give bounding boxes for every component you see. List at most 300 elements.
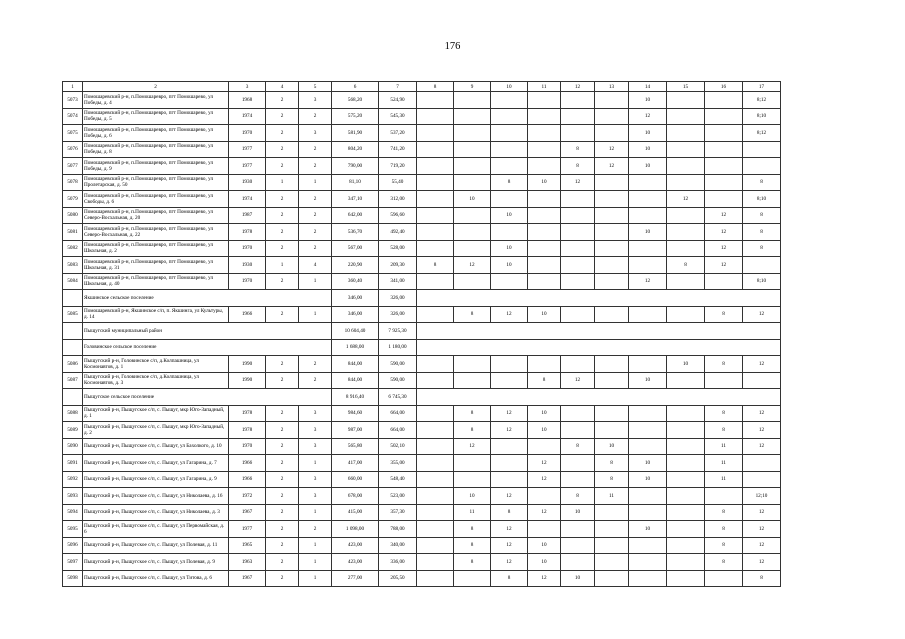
page-number: 176	[444, 41, 461, 52]
table-cell	[595, 554, 629, 571]
section-total: 8 916,40	[332, 389, 379, 406]
table-cell	[629, 207, 667, 224]
table-cell	[595, 356, 629, 373]
header-cell: 14	[629, 82, 667, 92]
header-cell: 15	[667, 82, 705, 92]
table-cell	[561, 405, 595, 422]
table-cell: 10	[667, 356, 705, 373]
table-cell: 355,00	[379, 455, 417, 472]
address-cell: Пыщугский р-н, Пыщугское с/п, с. Пыщуг, ул Полевая, д. 11	[83, 537, 229, 554]
table-cell: 2	[266, 224, 299, 241]
table-cell: 1967	[229, 504, 266, 521]
row-number: 5087	[63, 372, 83, 389]
table-row	[63, 554, 781, 571]
table-cell	[528, 125, 561, 142]
table-cell: 664,00	[379, 405, 417, 422]
table-row	[63, 224, 781, 241]
table-cell: 10	[629, 521, 667, 538]
table-cell: 1972	[229, 488, 266, 505]
table-row	[63, 405, 781, 422]
table-cell: 1930	[229, 174, 266, 191]
table-cell: 575,20	[332, 108, 379, 125]
table-cell	[454, 125, 491, 142]
section-label: Якшинское сельское поселение	[83, 290, 332, 307]
table-cell	[667, 554, 705, 571]
table-cell: 220,90	[332, 257, 379, 274]
table-cell	[667, 125, 705, 142]
table-cell: 12	[528, 570, 561, 587]
table-cell: 12	[454, 438, 491, 455]
header-cell: 10	[491, 82, 528, 92]
table-cell	[528, 141, 561, 158]
header-cell: 11	[528, 82, 561, 92]
table-cell	[629, 356, 667, 373]
table-cell: 1968	[229, 92, 266, 109]
table-cell: 8	[705, 554, 743, 571]
table-cell: 12	[743, 554, 781, 571]
table-row	[63, 174, 781, 191]
table-cell: 8	[705, 306, 743, 323]
table-cell: 8	[705, 521, 743, 538]
section-label: Пыщугский муниципальный район	[83, 323, 332, 340]
table-cell: 8	[705, 405, 743, 422]
table-cell: 12	[705, 224, 743, 241]
table-cell	[743, 455, 781, 472]
table-cell	[667, 92, 705, 109]
table-body	[63, 82, 781, 587]
row-number: 5073	[63, 92, 83, 109]
table-cell: 10	[491, 257, 528, 274]
table-row	[63, 191, 781, 208]
table-cell: 12	[528, 504, 561, 521]
table-cell: 2	[266, 438, 299, 455]
table-cell: 1974	[229, 108, 266, 125]
table-cell: 1	[299, 554, 332, 571]
address-cell: Помошаревский р-н, п.Помошаревро, пгт Помошарево, ул Победы, д. 9	[83, 158, 229, 175]
table-cell	[743, 372, 781, 389]
table-cell: 1	[299, 306, 332, 323]
table-cell	[629, 537, 667, 554]
table-cell	[667, 141, 705, 158]
table-cell	[454, 141, 491, 158]
header-cell: 16	[705, 82, 743, 92]
table-cell	[561, 455, 595, 472]
table-cell: 3	[299, 92, 332, 109]
table-cell	[667, 224, 705, 241]
section-total: 10 604,40	[332, 323, 379, 340]
table-cell: 2	[299, 356, 332, 373]
table-cell: 12	[743, 405, 781, 422]
table-cell: 1	[299, 504, 332, 521]
table-cell	[705, 488, 743, 505]
table-cell	[667, 570, 705, 587]
table-cell	[454, 273, 491, 290]
table-cell: 590,00	[379, 372, 417, 389]
table-cell	[667, 273, 705, 290]
table-cell: 2	[266, 240, 299, 257]
header-cell: 3	[229, 82, 266, 92]
table-cell: 10	[629, 471, 667, 488]
table-cell: 12	[491, 422, 528, 439]
table-cell: 3	[299, 125, 332, 142]
table-cell: 8	[595, 471, 629, 488]
table-cell	[743, 141, 781, 158]
address-cell: Помошаревский р-н, п.Помошаревро, пгт Помошарево, ул Победы, д. 4	[83, 92, 229, 109]
table-cell: 2	[299, 141, 332, 158]
table-cell: 347,10	[332, 191, 379, 208]
header-cell: 2	[83, 82, 229, 92]
table-cell: 1974	[229, 191, 266, 208]
table-cell	[491, 438, 528, 455]
table-cell: 642,00	[332, 207, 379, 224]
table-cell	[595, 273, 629, 290]
table-cell	[667, 455, 705, 472]
table-cell: 524,90	[379, 92, 417, 109]
table-cell: 12	[491, 554, 528, 571]
table-cell	[417, 125, 454, 142]
table-cell: 8	[528, 372, 561, 389]
table-cell: 8	[491, 504, 528, 521]
address-cell: Помошаревский р-н, п.Помошаревро, пгт Помошарево, ул Победы, д. 6	[83, 125, 229, 142]
table-cell: 1967	[229, 570, 266, 587]
row-number: 5077	[63, 158, 83, 175]
table-cell: 2	[299, 224, 332, 241]
table-cell: 12	[743, 521, 781, 538]
table-row	[63, 422, 781, 439]
table-cell	[667, 158, 705, 175]
table-cell: 678,00	[332, 488, 379, 505]
row-number: 5083	[63, 257, 83, 274]
table-cell: 1970	[229, 125, 266, 142]
table-cell	[528, 224, 561, 241]
table-cell: 8	[561, 438, 595, 455]
table-cell	[454, 372, 491, 389]
table-row	[63, 438, 781, 455]
row-number: 5081	[63, 224, 83, 241]
table-cell	[417, 570, 454, 587]
section-total: 1 180,00	[379, 339, 417, 356]
table-cell: 2	[266, 191, 299, 208]
table-cell: 523,00	[379, 488, 417, 505]
table-cell: 12	[629, 108, 667, 125]
table-cell: 8	[454, 422, 491, 439]
table-cell: 423,00	[332, 554, 379, 571]
table-cell	[595, 240, 629, 257]
table-cell	[705, 174, 743, 191]
table-cell: 8	[595, 455, 629, 472]
table-cell: 12	[528, 471, 561, 488]
table-cell	[491, 224, 528, 241]
table-cell	[528, 273, 561, 290]
table-cell: 2	[266, 405, 299, 422]
table-cell: 10	[454, 488, 491, 505]
table-cell: 8	[454, 537, 491, 554]
table-cell	[417, 141, 454, 158]
table-cell	[491, 158, 528, 175]
table-cell	[705, 108, 743, 125]
table-cell	[561, 521, 595, 538]
table-cell: 12	[743, 537, 781, 554]
table-row	[63, 455, 781, 472]
table-cell	[491, 191, 528, 208]
table-cell: 790,00	[332, 158, 379, 175]
table-cell	[667, 405, 705, 422]
table-cell	[629, 504, 667, 521]
table-cell	[561, 108, 595, 125]
table-row	[63, 257, 781, 274]
table-cell	[561, 554, 595, 571]
table-cell: 2	[266, 471, 299, 488]
table-cell: 8	[561, 488, 595, 505]
table-cell: 12	[743, 306, 781, 323]
table-cell: 8	[454, 521, 491, 538]
table-cell	[667, 504, 705, 521]
table-cell	[491, 471, 528, 488]
table-cell: 2	[266, 306, 299, 323]
address-cell: Пыщугский р-н, Пыщугское с/п, с. Пыщуг, мкр Юго-Западный, д. 2	[83, 422, 229, 439]
table-cell	[705, 125, 743, 142]
table-cell	[528, 438, 561, 455]
table-cell: 341,00	[379, 273, 417, 290]
address-cell: Пыщугский р-н, Пыщугское с/п, с. Пыщуг, мкр Юго-Западный, д. 1	[83, 405, 229, 422]
table-cell	[417, 240, 454, 257]
table-cell	[667, 471, 705, 488]
section-row	[63, 389, 781, 406]
table-cell: 8;10	[743, 108, 781, 125]
row-number: 5092	[63, 471, 83, 488]
table-cell	[667, 108, 705, 125]
table-cell: 10	[629, 141, 667, 158]
table-cell: 423,00	[332, 537, 379, 554]
row-number: 5095	[63, 521, 83, 538]
table-cell: 8	[705, 356, 743, 373]
table-cell: 12	[491, 405, 528, 422]
table-cell: 346,00	[332, 306, 379, 323]
table-cell: 1963	[229, 554, 266, 571]
section-total: 326,00	[379, 290, 417, 307]
table-cell	[454, 224, 491, 241]
address-cell: Помошаревский р-н, п.Помошаревро, пгт Помошарево, ул Северо-Восхальная, д. 20	[83, 207, 229, 224]
address-cell: Пыщугский р-н, Пыщугское с/п, с. Пыщуг, ул Бахолкого, д. 10	[83, 438, 229, 455]
table-cell: 492,40	[379, 224, 417, 241]
table-cell: 537,20	[379, 125, 417, 142]
address-cell: Помошаревский р-н, п.Помошаревро, пгт Помошарево, ул Северо-Восхальная, д. 22	[83, 224, 229, 241]
table-cell	[743, 158, 781, 175]
table-cell	[561, 207, 595, 224]
table-cell: 1978	[229, 422, 266, 439]
table-cell	[454, 158, 491, 175]
table-row	[63, 521, 781, 538]
table-cell: 10	[528, 422, 561, 439]
table-row	[63, 158, 781, 175]
table-cell	[417, 405, 454, 422]
table-cell	[667, 240, 705, 257]
table-cell: 209,30	[379, 257, 417, 274]
row-number: 5091	[63, 455, 83, 472]
table-cell	[417, 108, 454, 125]
table-cell	[417, 537, 454, 554]
table-cell: 8	[743, 224, 781, 241]
table-cell: 1	[266, 257, 299, 274]
table-cell	[595, 191, 629, 208]
table-cell: 1930	[229, 257, 266, 274]
table-cell: 10	[528, 306, 561, 323]
section-total: 346,00	[332, 290, 379, 307]
table-cell: 12	[705, 240, 743, 257]
table-cell: 10	[528, 174, 561, 191]
table-cell	[629, 405, 667, 422]
table-cell	[528, 240, 561, 257]
table-cell: 10	[491, 240, 528, 257]
table-cell	[595, 257, 629, 274]
address-cell: Пыщугский р-н, Пыщугское с/п, с. Пыщуг, ул Николаева, д. 3	[83, 504, 229, 521]
table-cell: 12	[491, 537, 528, 554]
table-cell	[595, 174, 629, 191]
table-cell: 357,30	[379, 504, 417, 521]
table-row	[63, 537, 781, 554]
table-row	[63, 108, 781, 125]
header-cell: 12	[561, 82, 595, 92]
table-cell	[667, 306, 705, 323]
address-cell: Пыщугский р-н, Пыщугское с/п, с. Пыщуг, ул Титова, д. 6	[83, 570, 229, 587]
table-cell: 10	[561, 570, 595, 587]
address-cell: Пыщугский р-н, Пыщугское с/п, с. Пыщуг, ул Гагарина, д. 7	[83, 455, 229, 472]
header-cell: 13	[595, 82, 629, 92]
table-cell: 1965	[229, 537, 266, 554]
table-cell: 12	[561, 174, 595, 191]
table-cell: 596,60	[379, 207, 417, 224]
table-cell: 664,00	[379, 422, 417, 439]
table-cell	[561, 125, 595, 142]
table-cell	[417, 521, 454, 538]
table-cell	[528, 158, 561, 175]
table-cell: 2	[266, 537, 299, 554]
table-row	[63, 570, 781, 587]
table-cell: 8	[454, 554, 491, 571]
table-cell	[454, 108, 491, 125]
table-cell: 1977	[229, 158, 266, 175]
table-cell: 1970	[229, 240, 266, 257]
table-cell	[417, 273, 454, 290]
table-cell	[595, 372, 629, 389]
table-cell	[595, 570, 629, 587]
table-cell: 10	[629, 372, 667, 389]
table-cell: 12	[743, 504, 781, 521]
table-cell: 2	[299, 240, 332, 257]
table-cell	[629, 438, 667, 455]
table-cell: 3	[299, 422, 332, 439]
table-cell: 1970	[229, 273, 266, 290]
table-cell	[528, 356, 561, 373]
table-cell: 8	[417, 257, 454, 274]
table-cell	[705, 158, 743, 175]
table-cell	[743, 257, 781, 274]
table-cell	[629, 191, 667, 208]
table-cell	[705, 372, 743, 389]
section-row	[63, 323, 781, 340]
table-cell: 804,20	[332, 141, 379, 158]
table-cell	[491, 108, 528, 125]
table-cell: 545,30	[379, 108, 417, 125]
table-cell	[417, 356, 454, 373]
table-cell	[667, 537, 705, 554]
table-cell	[417, 488, 454, 505]
table-cell: 2	[266, 422, 299, 439]
table-cell: 2	[266, 108, 299, 125]
table-cell	[417, 174, 454, 191]
table-cell: 1977	[229, 141, 266, 158]
table-cell	[595, 537, 629, 554]
table-cell	[417, 306, 454, 323]
table-cell	[491, 125, 528, 142]
table-cell: 2	[266, 554, 299, 571]
table-cell: 4	[299, 257, 332, 274]
table-cell	[705, 570, 743, 587]
row-number: 5094	[63, 504, 83, 521]
table-cell: 360,40	[332, 273, 379, 290]
section-row	[63, 290, 781, 307]
table-cell: 11	[705, 471, 743, 488]
table-cell	[667, 372, 705, 389]
table-cell: 10	[528, 537, 561, 554]
table-cell: 8	[491, 174, 528, 191]
address-cell: Помошаревский р-н, п.Помошаревро, пгт Помошарево, ул Свободы, д. 6	[83, 191, 229, 208]
table-cell	[491, 455, 528, 472]
table-cell: 1977	[229, 521, 266, 538]
table-cell: 660,00	[332, 471, 379, 488]
table-cell: 1	[299, 455, 332, 472]
table-cell: 11	[705, 438, 743, 455]
table-cell: 590,00	[379, 356, 417, 373]
table-cell: 1	[299, 537, 332, 554]
table-cell	[667, 488, 705, 505]
table-cell	[454, 92, 491, 109]
table-cell: 312,00	[379, 191, 417, 208]
table-cell: 12	[629, 273, 667, 290]
table-cell	[561, 257, 595, 274]
table-cell: 2	[266, 504, 299, 521]
header-cell: 8	[417, 82, 454, 92]
table-row	[63, 488, 781, 505]
address-cell: Пыщугский р-н, Головинское с/п, д.Колпашница, ул Космонавтов, д. 3	[83, 372, 229, 389]
table-cell: 2	[266, 521, 299, 538]
table-cell: 844,00	[332, 356, 379, 373]
table-row	[63, 92, 781, 109]
table-cell: 2	[266, 273, 299, 290]
table-cell	[417, 191, 454, 208]
table-cell: 11	[705, 455, 743, 472]
table-cell	[667, 174, 705, 191]
table-cell: 2	[266, 141, 299, 158]
row-number: 5075	[63, 125, 83, 142]
address-cell: Помошаревский р-н, Якшинское с/п, п. Якшинга, ул Культуры, д. 14	[83, 306, 229, 323]
empty-cell	[417, 339, 781, 356]
section-label: Головинское сельское поселение	[83, 339, 332, 356]
table-cell: 10	[454, 191, 491, 208]
table-cell: 415,00	[332, 504, 379, 521]
table-cell	[417, 158, 454, 175]
table-cell: 12	[743, 356, 781, 373]
table-cell	[561, 240, 595, 257]
table-cell: 10	[629, 92, 667, 109]
table-cell	[417, 224, 454, 241]
header-cell: 9	[454, 82, 491, 92]
table-cell	[595, 92, 629, 109]
table-cell	[528, 488, 561, 505]
table-cell	[528, 207, 561, 224]
table-cell	[705, 191, 743, 208]
table-cell	[629, 488, 667, 505]
